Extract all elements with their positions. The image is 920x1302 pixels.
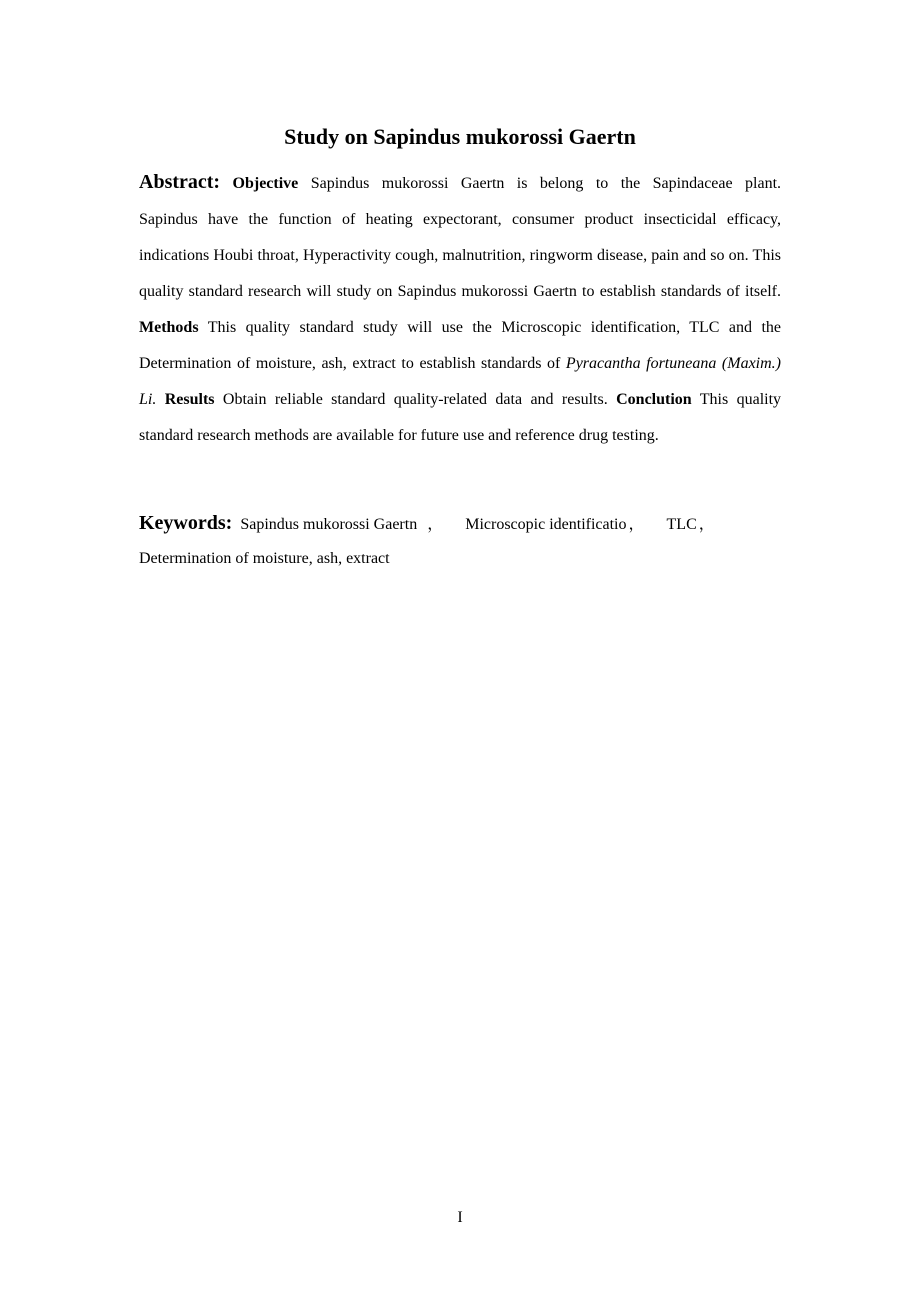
methods-text: This quality standard study will use the Microscopic identification, TLC and the Determination of moisture, ash, extract to establish standards of xyxy=(139,319,781,372)
abstract-section xyxy=(139,168,781,454)
keywords-label: Keywords: xyxy=(139,512,233,534)
methods-label: Methods xyxy=(139,319,199,336)
keyword-item: Determination of moisture, ash, extract xyxy=(139,550,390,567)
keyword-item: Sapindus mukorossi Gaertn xyxy=(240,516,418,533)
keyword-separator: ， xyxy=(698,516,715,533)
objective-label: Objective xyxy=(232,175,299,192)
objective-text: Sapindus have the function of heating expectorant, consumer product insecticidal efficacy, indications Houbi throat, Hyperactivity cough, malnutrition, ringworm disease, pain and so on. This quality standard research will study on Sapindus mukorossi Gaertn to establish standards of itself. xyxy=(139,211,781,300)
keyword-separator: ， xyxy=(427,516,444,533)
keywords-second-line xyxy=(139,542,781,576)
abstract-label: Abstract: xyxy=(139,171,221,193)
abstract-first-line xyxy=(139,164,781,202)
methods-species: Pyracantha fortuneana (Maxim.) Li. xyxy=(139,355,782,408)
keyword-item: TLC xyxy=(666,516,697,533)
paper-title: Study on Sapindus mukorossi Gaertn xyxy=(284,124,636,149)
conclusion-text: This quality standard research methods are available for future use and reference drug testing. xyxy=(139,391,782,444)
keyword-item: Microscopic identificatio xyxy=(465,516,627,533)
keywords-first-line xyxy=(139,506,781,542)
conclusion-label: Conclution xyxy=(616,391,692,408)
keyword-separator: ， xyxy=(628,516,645,533)
keywords-section xyxy=(139,506,781,576)
page-number: I xyxy=(457,1209,463,1226)
results-text: Obtain reliable standard quality-related data and results. xyxy=(222,391,608,408)
objective-first-line: Sapindus mukorossi Gaertn is belong to the Sapindaceae plant. xyxy=(310,175,782,192)
results-label: Results xyxy=(164,391,215,408)
